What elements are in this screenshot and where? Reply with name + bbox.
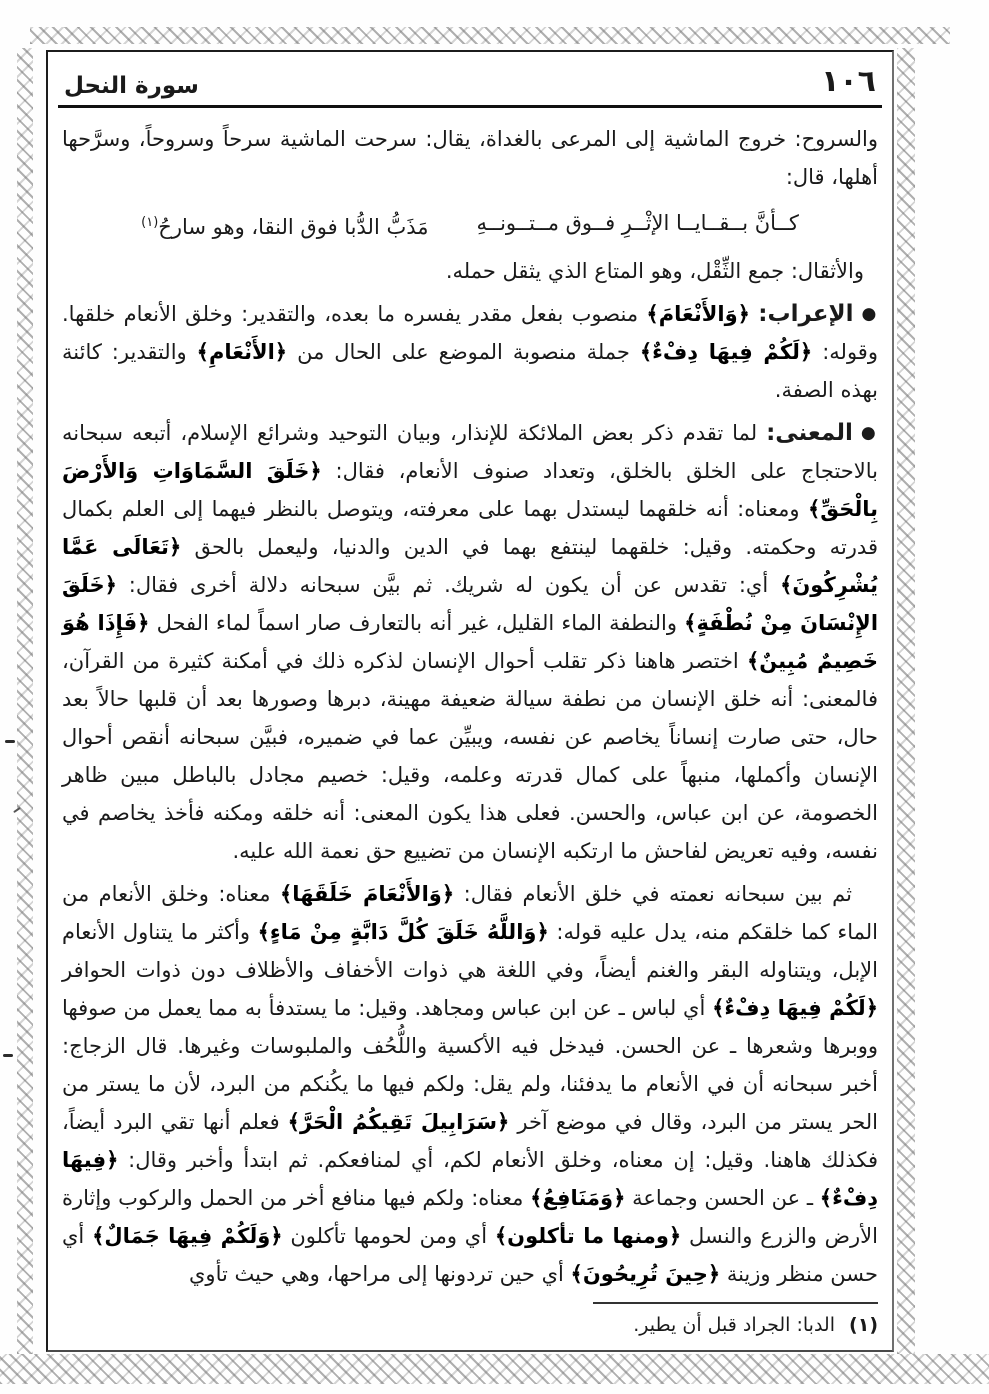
poetry-verse bbox=[62, 204, 878, 246]
commentary-paragraph: ثم بين سبحانه نعمته في خلق الأنعام فقال: ﴿وَالأَنْعَامَ خَلَقَهَا﴾ معناه: وخلق الأنعام من الماء كما خلقكم منه، يدل عليه قوله: ﴿وَاللَّهُ خَلَقَ كُلَّ دَابَّةٍ مِنْ مَاءٍ﴾ وأكثر ما يتناول الأنعام الإبل، ويتناوله البقر والغنم أيضاً، وفي اللغة هي ذوات الأخفاف والأظلاف دون ذوات الحوافر ﴿لَكُمْ فِيهَا دِفْءٌ﴾ أي لباس ـ عن ابن عباس ومجاهد. وقيل: ما يستدفأ به مما يعمل من صوفها ووبرها وشعرها ـ عن الحسن. فيدخل فيه الأكسية واللُّحُف والملبوسات وغيرها. قال الزجاج: أخبر سبحانه أن في الأنعام ما يدفئنا، ولم يقل: ولكم فيها ما يكُنكم من البرد، لأن ما يستر من الحر يستر من البرد، وقال في موضع آخر ﴿سَرَابِيلَ تَقِيكُمُ الْحَرَّ﴾ فعلم أنها تقي البرد أيضاً، فكذلك هاهنا. وقيل: إن معناه، وخلق الأنعام لكم، أي لمنافعكم. ثم ابتدأ وأخبر وقال: ﴿فِيهَا دِفْءٌ﴾ ـ عن الحسن وجماعة ﴿وَمَنَافِعُ﴾ معناه: ولكم فيها منافع أخر من الحمل والركوب وإثارة الأرض والزرع والنسل ﴿ومنها ما تأكلون﴾ أي ومن لحومها تأكلون ﴿وَلَكُمْ فِيهَا جَمَالٌ﴾ أي حسن منظر وزينة ﴿حِينَ تُرِيحُونَ﴾ أي حين تردونها إلى مراحها، وهي حيث تأوي bbox=[62, 882, 879, 1286]
body-text bbox=[48, 108, 892, 1302]
section-irab-text: ﴿وَالأَنْعَامَ﴾ منصوب بفعل مقدر يفسره ما بعده، والتقدير: وخلق الأنعام خلقها. وقوله: ﴿لَكُمْ فِيهَا دِفْءٌ﴾ جملة منصوبة الموضع على الحال من ﴿الأَنْعَامِ﴾ والتقدير: كائنة بهذه الصفة. bbox=[62, 302, 878, 402]
section-irab bbox=[62, 295, 878, 409]
lexicon-surooh-paragraph: والسروح: خروج الماشية إلى المرعى بالغداة، يقال: سرحت الماشية سرحاً وسروحاً، وسرَّحها أهلها، قال: bbox=[62, 127, 878, 189]
ornament-border-right bbox=[897, 48, 915, 1354]
section-maana-title: المعنى: bbox=[766, 420, 853, 446]
section-maana bbox=[62, 414, 878, 870]
margin-scan-mark bbox=[3, 1054, 13, 1057]
surah-title: سورة النحل bbox=[64, 73, 199, 99]
footnote-marker: (١) bbox=[849, 1314, 878, 1336]
footnote-area bbox=[48, 1302, 892, 1350]
footnote-divider bbox=[593, 1302, 878, 1304]
verse-second-hemistich: مَذَبُّ الدُّبا فوق النقا، وهو سارحُ$^{(١)}$ bbox=[141, 215, 429, 239]
section-maana-text: لما تقدم ذكر بعض الملائكة للإنذار، وبيان التوحيد وشرائع الإسلام، أتبعه سبحانه بالاحتجاج على الخلق بالخلق، وتعداد صنوف الأنعام، فقال: ﴿خَلَقَ السَّمَاوَاتِ وَالأَرْضَ بِالْحَقِّ﴾ ومعناه: أنه خلقهما ليستدل بهما على معرفته، ويتوصل بالنظر فيهما إلى العلم بكمال قدرته وحكمته. وقيل: خلقهما لينتفع بهما في الدين والدنيا، وليعمل بالحق ﴿تَعَالَى عَمَّا يُشْرِكُونَ﴾ أي: تقدس عن أن يكون له شريك. ثم بيَّن سبحانه دلالة أخرى فقال: ﴿خَلَقَ الإِنْسَانَ مِنْ نُطْفَةٍ﴾ والنطفة الماء القليل، غير أنه بالتعارف صار اسماً لماء الفحل ﴿فَإِذَا هُوَ خَصِيمٌ مُبِينٌ﴾ اختصر هاهنا ذكر تقلب أحوال الإنسان لذكره ذلك في أمكنة كثيرة من القرآن، فالمعنى: أنه خلق الإنسان من نطفة سيالة ضعيفة مهينة، دبرها وصورها بعد أن قلبها حالاً بعد حال، حتى صارت إنساناً يخاصم عن نفسه، ويبيِّن عما في ضميره، فبيَّن سبحانه أنقص أحوال الإنسان وأكملها، منبهاً على كمال قدرته وعلمه، وقيل: خصيم مجادل بالباطل مبين ظاهر الخصومة، عن ابن عباس، والحسن. فعلى هذا يكون المعنى: أنه خلقه ومكنه فأخذ يخاصم في نفسه، وفيه تعريض لفاحش ما ارتكبه الإنسان من تضييع حق نعمة الله عليه. bbox=[62, 421, 879, 863]
section-irab-title: الإعراب: bbox=[758, 301, 854, 327]
verse-first-hemistich: كــأنَّ بــقــايــا الإثْــرِ فــوق مــتــونــهِ bbox=[476, 211, 799, 235]
verse-footnote-marker: (١) bbox=[141, 215, 159, 230]
footnote-text: الدبا: الجراد قبل أن يطير. bbox=[633, 1314, 836, 1336]
page-frame bbox=[46, 50, 894, 1352]
ornament-border-left bbox=[17, 48, 33, 1354]
section-bullet-icon: ● bbox=[860, 423, 878, 443]
ornament-border-bottom bbox=[0, 1354, 989, 1384]
footnote bbox=[62, 1314, 878, 1336]
page-header bbox=[48, 52, 892, 103]
ornament-border-top bbox=[30, 27, 950, 44]
section-bullet-icon: ● bbox=[861, 304, 879, 324]
page-number: ١٠٦ bbox=[821, 64, 876, 99]
margin-scan-mark bbox=[5, 740, 15, 743]
lexicon-athqal-paragraph: والأثقال: جمع الثِّقْل، وهو المتاع الذي يثقل حمله. bbox=[445, 259, 864, 283]
